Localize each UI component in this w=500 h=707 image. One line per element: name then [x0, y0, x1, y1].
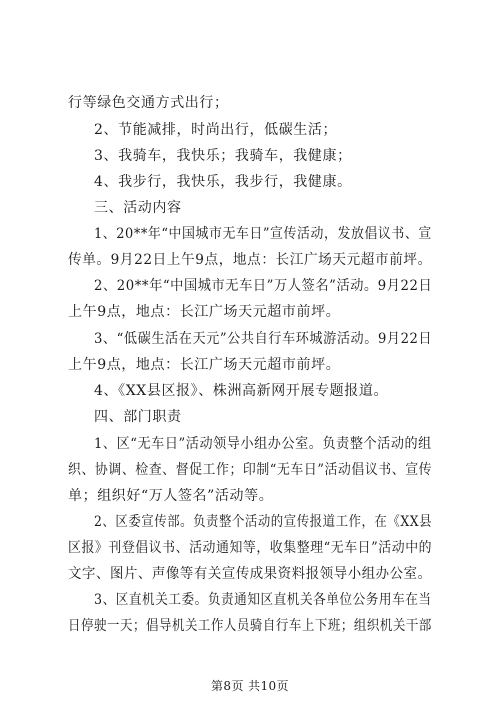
- text-line: 1、20**年“中国城市无车日”宣传活动，发放倡议书、宣: [94, 226, 432, 242]
- text-line: 3、我骑车，我快乐；我骑车，我健康；: [94, 148, 352, 164]
- text-line: 2、区委宣传部。负责整个活动的宣传报道工作，在《XX县: [94, 514, 433, 530]
- text-line: 3、区直机关工委。负责通知区直机关各单位公务用车在当: [94, 592, 432, 608]
- text-line: 上午9点，地点：长江广场天元超市前坪。: [68, 357, 341, 373]
- text-line: 织、协调、检查、督促工作；印制“无车日”活动倡议书、宣传: [68, 462, 433, 478]
- text-line: 文字、图片、声像等有关宣传成果资料报领导小组办公室。: [68, 566, 432, 582]
- text-line: 4、我步行，我快乐，我步行，我健康。: [94, 174, 352, 190]
- section-heading: 四、部门职责: [94, 409, 182, 425]
- text-line: 行等绿色交通方式出行；: [68, 95, 229, 111]
- text-line: 单；组织好“万人签名”活动等。: [68, 488, 274, 504]
- text-line: 2、20**年“中国城市无车日”万人签名”活动。9月22日: [94, 278, 433, 294]
- page-number: 第8页 共10页: [211, 679, 289, 693]
- text-line: 传单。9月22日上午9点，地点：长江广场天元超市前坪。: [68, 252, 432, 268]
- section-heading: 三、活动内容: [94, 200, 182, 216]
- text-line: 1、区“无车日”活动领导小组办公室。负责整个活动的组: [94, 436, 432, 452]
- text-line: 上午9点，地点：长江广场天元超市前坪。: [68, 304, 341, 320]
- text-line: 区报》刊登倡议书、活动通知等，收集整理“无车日”活动中的: [68, 540, 433, 556]
- text-line: 日停驶一天；倡导机关工作人员骑自行车上下班；组织机关干部: [68, 618, 432, 634]
- text-line: 4、《XX县区报》、株洲高新网开展专题报道。: [94, 383, 389, 399]
- text-line: 3、“低碳生活在天元”公共自行车环城游活动。9月22日: [94, 331, 433, 347]
- text-line: 2、节能减排，时尚出行，低碳生活；: [94, 122, 338, 138]
